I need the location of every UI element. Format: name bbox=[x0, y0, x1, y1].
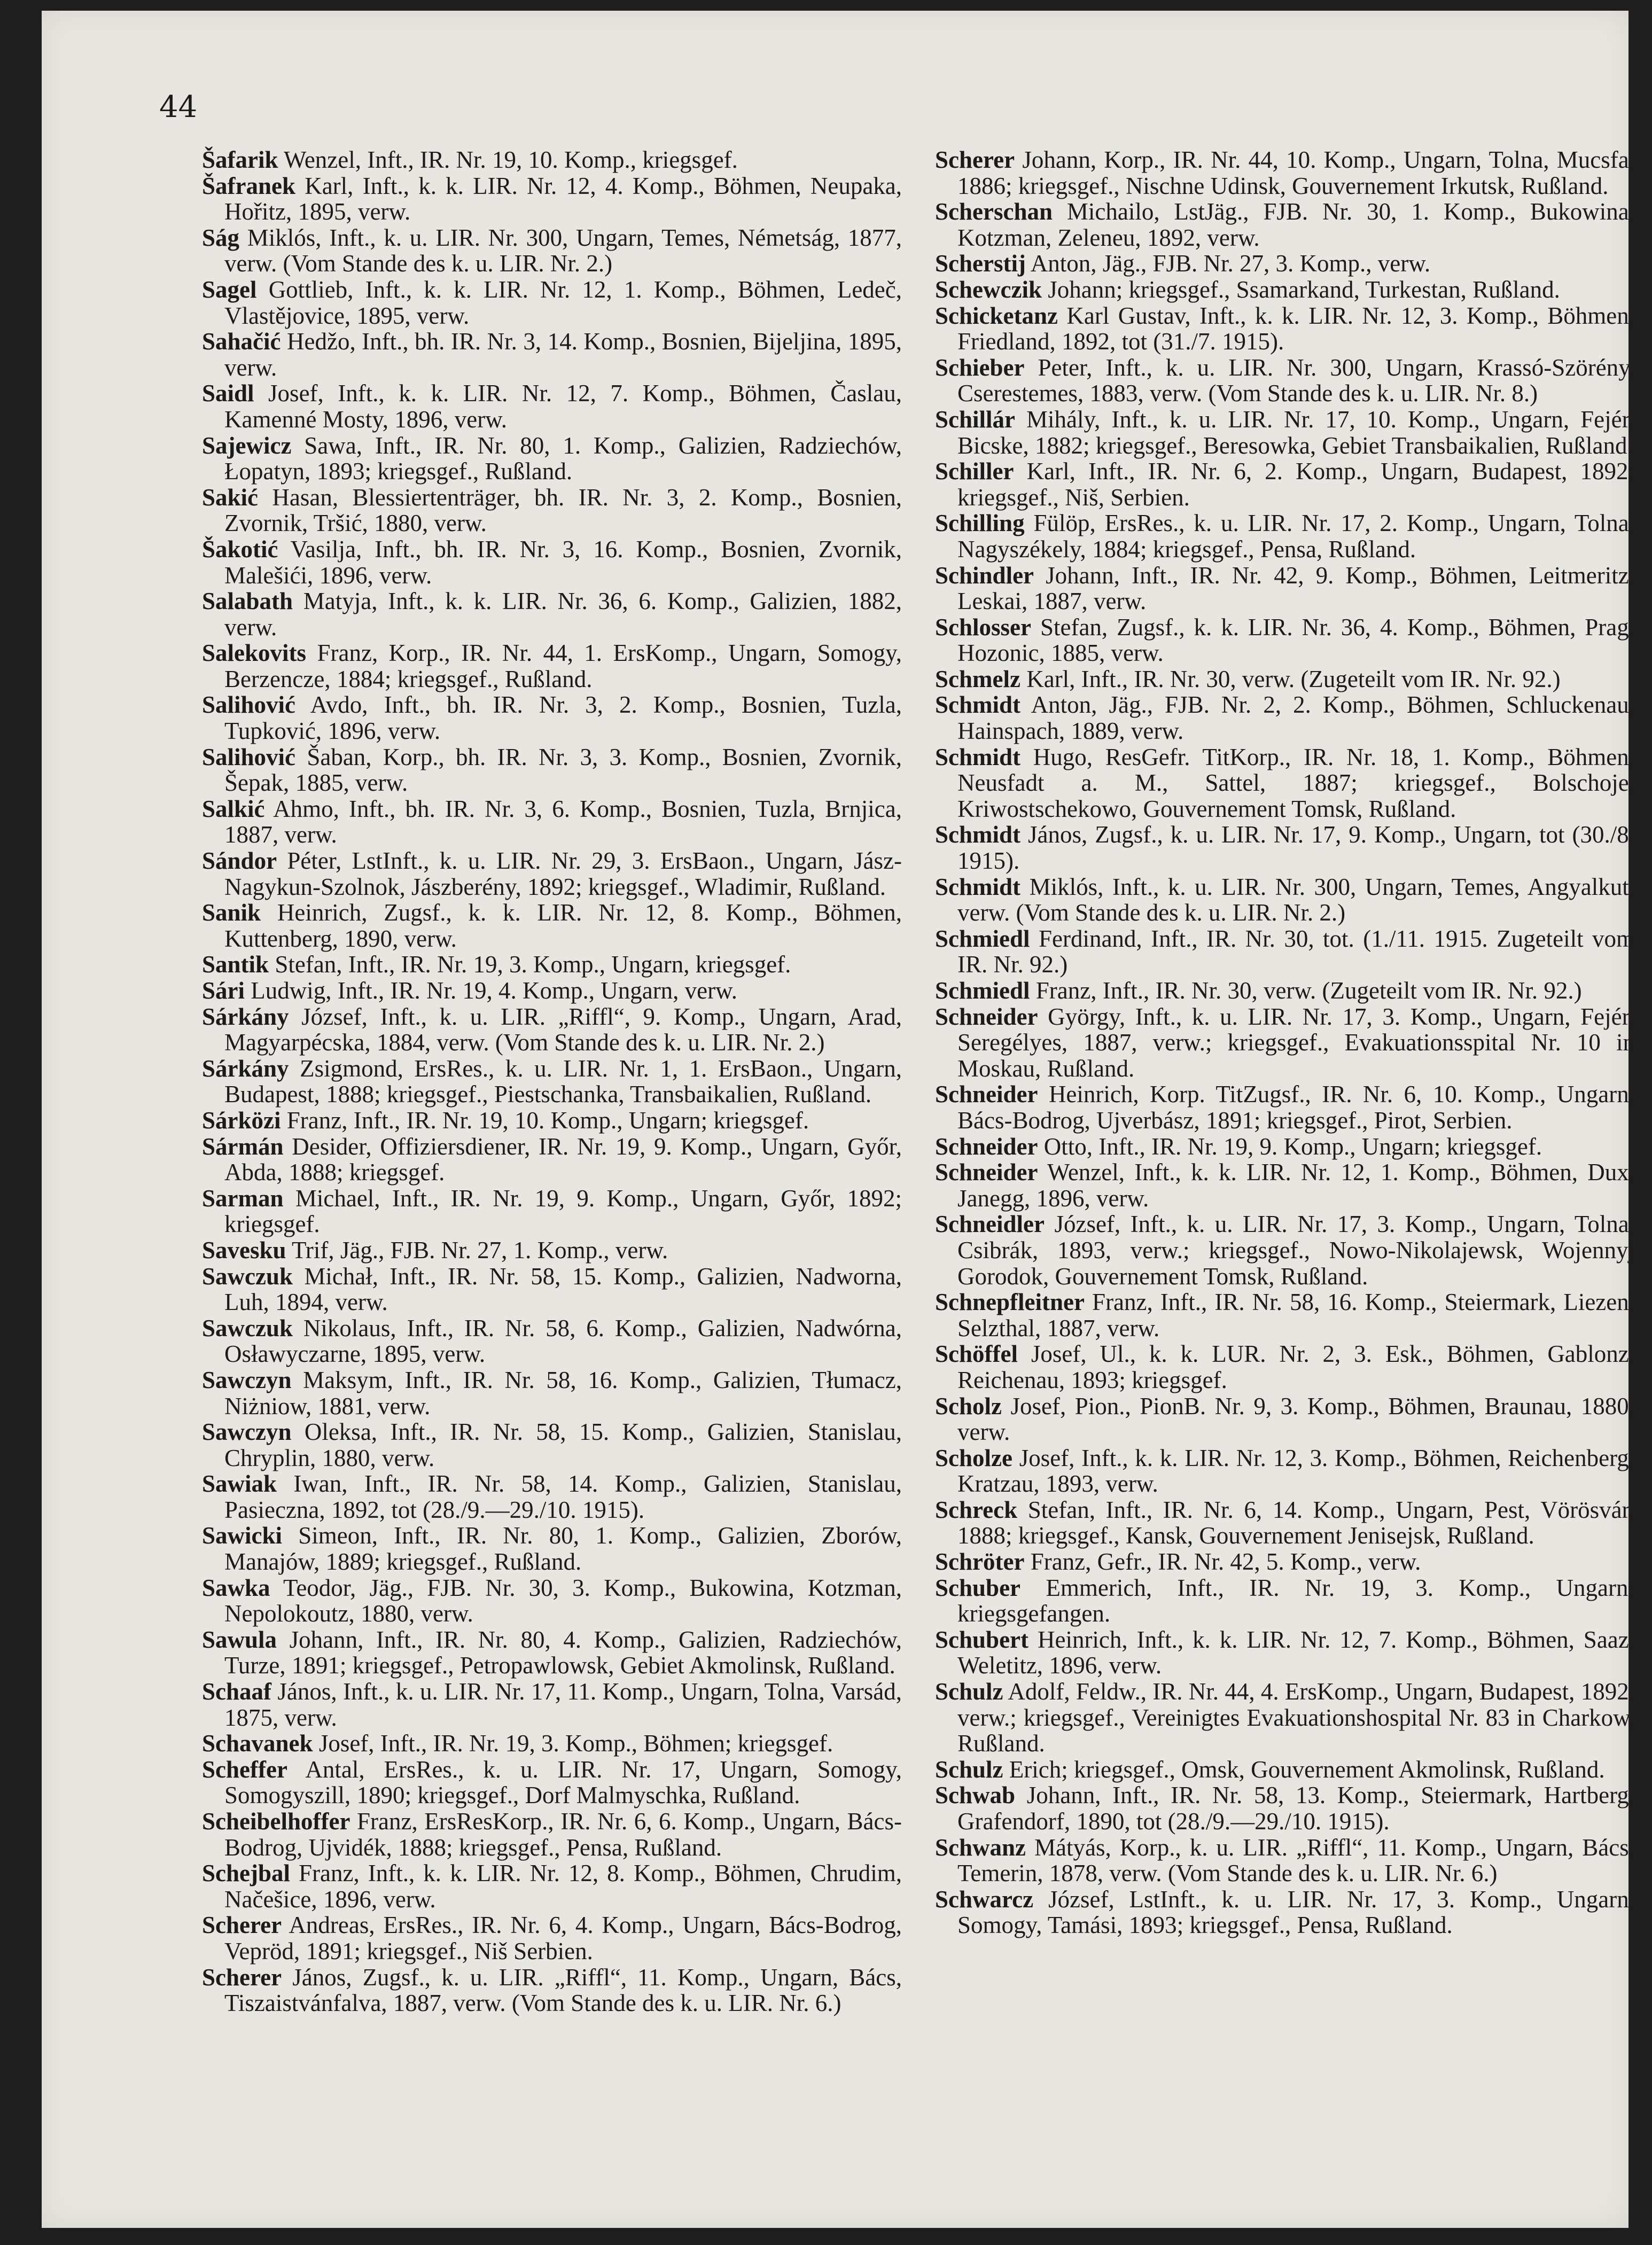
register-entry bbox=[935, 147, 1635, 199]
entry-details: Maksym, Inft., IR. Nr. 58, 16. Komp., Galizien, Tłumacz, Niżniow, 1881, verw. bbox=[224, 1366, 902, 1420]
entry-surname: Sárkány bbox=[202, 1055, 289, 1082]
entry-details: Johann, Inft., IR. Nr. 58, 13. Komp., Steiermark, Hartberg, Grafendorf, 1890, tot (28./9.—29./10. 1915). bbox=[957, 1782, 1635, 1835]
entry-details: Karl, Inft., IR. Nr. 30, verw. (Zugeteilt vom IR. Nr. 92.) bbox=[1026, 665, 1561, 692]
entry-surname: Schiller bbox=[935, 458, 1014, 485]
entry-details: János, Inft., k. u. LIR. Nr. 17, 11. Komp., Ungarn, Tolna, Varsád, 1875, verw. bbox=[224, 1678, 902, 1731]
entry-surname: Schejbal bbox=[202, 1860, 291, 1887]
entry-surname: Scholz bbox=[935, 1392, 1002, 1420]
entry-surname: Schneider bbox=[935, 1159, 1038, 1186]
entry-surname: Santik bbox=[202, 951, 269, 978]
entry-details: József, LstInft., k. u. LIR. Nr. 17, 3. Komp., Ungarn, Somogy, Tamási, 1893; kriegsgef., Pensa, Rußland. bbox=[957, 1885, 1635, 1939]
register-entry bbox=[935, 199, 1635, 251]
register-entry bbox=[935, 822, 1635, 874]
entry-surname: Schlosser bbox=[935, 613, 1031, 641]
entry-surname: Sarman bbox=[202, 1184, 284, 1212]
entry-details: Andreas, ErsRes., IR. Nr. 6, 4. Komp., Ungarn, Bács-Bodrog, Vepröd, 1891; kriegsgef., Niš Serbien. bbox=[224, 1912, 902, 1965]
register-entry bbox=[935, 1627, 1635, 1679]
entry-details: Gottlieb, Inft., k. k. LIR. Nr. 12, 1. Komp., Böhmen, Ledeč, Vlastějovice, 1895, verw. bbox=[224, 276, 902, 329]
register-entry bbox=[935, 1134, 1635, 1160]
entry-details: Miklós, Inft., k. u. LIR. Nr. 300, Ungarn, Temes, Angyalkut, verw. (Vom Stande des k. u. LIR. Nr. 2.) bbox=[957, 873, 1635, 926]
entry-surname: Schmidt bbox=[935, 743, 1021, 770]
entry-details: Heinrich, Korp. TitZugsf., IR. Nr. 6, 10. Komp., Ungarn, Bács-Bodrog, Ujverbász, 1891; kriegsgef., Pirot, Serbien. bbox=[957, 1081, 1635, 1134]
register-entry bbox=[202, 640, 902, 692]
register-entry bbox=[935, 1575, 1635, 1627]
entry-details: György, Inft., k. u. LIR. Nr. 17, 3. Komp., Ungarn, Fejér, Seregélyes, 1887, verw.; kriegsgef., Evakuationsspital Nr. 10 in Moskau, Rußland. bbox=[957, 1003, 1635, 1082]
entry-details: Franz, Gefr., IR. Nr. 42, 5. Komp., verw. bbox=[1030, 1548, 1421, 1576]
register-entry bbox=[935, 666, 1635, 692]
register-entry bbox=[935, 614, 1635, 666]
register-entry bbox=[202, 1809, 902, 1860]
register-entry bbox=[202, 796, 902, 848]
entry-details: Antal, ErsRes., k. u. LIR. Nr. 17, Ungarn, Somogy, Somogyszill, 1890; kriegsgef., Dorf Malmyschka, Rußland. bbox=[224, 1756, 902, 1809]
entry-surname: Scherer bbox=[935, 146, 1015, 173]
entry-surname: Sawczyn bbox=[202, 1418, 292, 1446]
register-entry bbox=[202, 1471, 902, 1523]
entry-surname: Schavanek bbox=[202, 1730, 313, 1757]
entry-surname: Sári bbox=[202, 977, 245, 1004]
entry-details: Matyja, Inft., k. k. LIR. Nr. 36, 6. Komp., Galizien, 1882, verw. bbox=[224, 588, 902, 641]
register-entry bbox=[202, 1912, 902, 1964]
entry-details: Oleksa, Inft., IR. Nr. 58, 15. Komp., Galizien, Stanislau, Chryplin, 1880, verw. bbox=[224, 1418, 902, 1471]
register-entry bbox=[935, 1835, 1635, 1887]
entry-details: János, Zugsf., k. u. LIR. Nr. 17, 9. Komp., Ungarn, tot (30./8. 1915). bbox=[957, 821, 1635, 875]
entry-surname: Sajewicz bbox=[202, 432, 292, 459]
entry-details: Johann; kriegsgef., Ssamarkand, Turkestan, Rußland. bbox=[1048, 276, 1560, 303]
entry-surname: Scherstij bbox=[935, 250, 1026, 277]
entry-surname: Schneider bbox=[935, 1003, 1038, 1030]
register-entry bbox=[935, 1159, 1635, 1211]
entry-surname: Scheffer bbox=[202, 1756, 287, 1783]
entry-details: Franz, Korp., IR. Nr. 44, 1. ErsKomp., Ungarn, Somogy, Berzencze, 1884; kriegsgef., Rußland. bbox=[224, 640, 902, 692]
register-entry bbox=[202, 1108, 902, 1134]
entry-surname: Sawula bbox=[202, 1626, 277, 1653]
entry-surname: Schillár bbox=[935, 406, 1016, 433]
register-entry bbox=[935, 744, 1635, 822]
register-entry bbox=[202, 1315, 902, 1367]
register-entry bbox=[202, 744, 902, 796]
entry-surname: Schöffel bbox=[935, 1340, 1018, 1368]
entry-surname: Schulz bbox=[935, 1756, 1003, 1783]
entry-surname: Schneider bbox=[935, 1081, 1038, 1108]
register-entry bbox=[935, 563, 1635, 614]
register-entry bbox=[202, 1523, 902, 1574]
entry-details: Johann, Inft., IR. Nr. 42, 9. Komp., Böhmen, Leitmeritz, Leskai, 1887, verw. bbox=[957, 562, 1635, 615]
register-entry bbox=[202, 588, 902, 640]
entry-surname: Schuber bbox=[935, 1574, 1021, 1601]
entry-details: Sawa, Inft., IR. Nr. 80, 1. Komp., Galizien, Radziechów, Łopatyn, 1893; kriegsgef., Rußland. bbox=[224, 432, 902, 485]
entry-surname: Sawiak bbox=[202, 1470, 277, 1498]
left-column bbox=[202, 147, 902, 2016]
entry-surname: Sárkány bbox=[202, 1003, 289, 1030]
register-entry bbox=[202, 433, 902, 485]
entry-details: Otto, Inft., IR. Nr. 19, 9. Komp., Ungarn; kriegsgef. bbox=[1043, 1133, 1542, 1160]
register-entry bbox=[935, 1549, 1635, 1575]
entry-details: József, Inft., k. u. LIR. „Riffl“, 9. Komp., Ungarn, Arad, Magyarpécska, 1884, verw. (Vom Stande des k. u. LIR. Nr. 2.) bbox=[224, 1003, 902, 1056]
entry-details: Hugo, ResGefr. TitKorp., IR. Nr. 18, 1. Komp., Böhmen, Neusfadt a. M., Sattel, 1887; kriegsgef., Bolschoje, Kriwostschekowo, Gouvernement Tomsk, Rußland. bbox=[957, 743, 1635, 822]
register-entry bbox=[202, 536, 902, 588]
document-page bbox=[42, 11, 1635, 2228]
entry-surname: Sanik bbox=[202, 899, 261, 926]
entry-surname: Schaaf bbox=[202, 1678, 272, 1705]
entry-details: Josef, Pion., PionB. Nr. 9, 3. Komp., Böhmen, Braunau, 1880, verw. bbox=[957, 1392, 1635, 1446]
entry-surname: Sawka bbox=[202, 1574, 270, 1601]
entry-surname: Schmidt bbox=[935, 821, 1021, 848]
entry-surname: Sawczyn bbox=[202, 1366, 292, 1393]
register-entry bbox=[202, 848, 902, 900]
entry-details: Ahmo, Inft., bh. IR. Nr. 3, 6. Komp., Bosnien, Tuzla, Brnjica, 1887, verw. bbox=[224, 795, 902, 848]
entry-surname: Sawczuk bbox=[202, 1314, 293, 1342]
register-entry bbox=[935, 1341, 1635, 1393]
register-entry bbox=[202, 329, 902, 380]
register-entry bbox=[935, 251, 1635, 277]
entry-surname: Schneider bbox=[935, 1133, 1038, 1160]
entry-details: Michał, Inft., IR. Nr. 58, 15. Komp., Galizien, Nadworna, Luh, 1894, verw. bbox=[224, 1262, 902, 1316]
entry-details: Stefan, Inft., IR. Nr. 19, 3. Komp., Ungarn, kriegsgef. bbox=[275, 951, 791, 978]
register-entry bbox=[935, 458, 1635, 510]
entry-surname: Sándor bbox=[202, 847, 277, 875]
entry-surname: Šafarik bbox=[202, 146, 278, 173]
register-entry bbox=[202, 277, 902, 329]
entry-details: Franz, Inft., IR. Nr. 30, verw. (Zugeteilt vom IR. Nr. 92.) bbox=[1035, 977, 1582, 1004]
register-entry bbox=[935, 1211, 1635, 1289]
entry-details: Peter, Inft., k. u. LIR. Nr. 300, Ungarn, Krassó-Szörény, Cserestemes, 1883, verw. (Vom Stande des k. u. LIR. Nr. 8.) bbox=[957, 354, 1635, 407]
entry-surname: Scheibelhoffer bbox=[202, 1808, 350, 1835]
entry-surname: Sárközi bbox=[202, 1106, 281, 1134]
entry-details: Karl, Inft., IR. Nr. 6, 2. Komp., Ungarn, Budapest, 1892; kriegsgef., Niš, Serbien. bbox=[957, 458, 1635, 511]
register-entry bbox=[202, 1056, 902, 1108]
register-entry bbox=[202, 485, 902, 536]
register-entry bbox=[202, 1757, 902, 1809]
entry-surname: Salabath bbox=[202, 588, 293, 615]
entry-details: Mihály, Inft., k. u. LIR. Nr. 17, 10. Komp., Ungarn, Fejér, Bicske, 1882; kriegsgef., Beresowka, Gebiet Transbaikalien, Rußland. bbox=[957, 406, 1635, 459]
entry-details: Péter, LstInft., k. u. LIR. Nr. 29, 3. ErsBaon., Ungarn, Jász-Nagykun-Szolnok, Jászberény, 1892; kriegsgef., Wladimir, Rußland. bbox=[224, 847, 902, 900]
register-entry bbox=[202, 1575, 902, 1627]
entry-surname: Sagel bbox=[202, 276, 257, 303]
entry-surname: Schwarcz bbox=[935, 1885, 1034, 1913]
entry-surname: Sawicki bbox=[202, 1522, 283, 1549]
entry-details: Johann, Korp., IR. Nr. 44, 10. Komp., Ungarn, Tolna, Mucsfa, 1886; kriegsgef., Nischne Udinsk, Gouvernement Irkutsk, Rußland. bbox=[957, 146, 1635, 199]
entry-surname: Scholze bbox=[935, 1444, 1012, 1471]
entry-details: Ludwig, Inft., IR. Nr. 19, 4. Komp., Ungarn, verw. bbox=[251, 977, 737, 1004]
entry-surname: Scherer bbox=[202, 1912, 282, 1939]
register-entry bbox=[935, 407, 1635, 458]
entry-details: Karl, Inft., k. k. LIR. Nr. 12, 4. Komp., Böhmen, Neupaka, Hořitz, 1895, verw. bbox=[224, 172, 902, 225]
entry-details: Anton, Jäg., FJB. Nr. 2, 2. Komp., Böhmen, Schluckenau, Hainspach, 1889, verw. bbox=[957, 691, 1635, 745]
entry-surname: Schmidt bbox=[935, 873, 1021, 900]
register-entry bbox=[202, 380, 902, 432]
entry-details: Hedžo, Inft., bh. IR. Nr. 3, 14. Komp., Bosnien, Bijeljina, 1895, verw. bbox=[224, 328, 902, 381]
entry-details: Michailo, LstJäg., FJB. Nr. 30, 1. Komp., Bukowina, Kotzman, Zeleneu, 1892, verw. bbox=[957, 198, 1635, 251]
register-entry bbox=[935, 1445, 1635, 1497]
entry-details: Šaban, Korp., bh. IR. Nr. 3, 3. Komp., Bosnien, Zvornik, Šepak, 1885, verw. bbox=[224, 743, 902, 797]
entry-details: Heinrich, Inft., k. k. LIR. Nr. 12, 7. Komp., Böhmen, Saaz, Weletitz, 1896, verw. bbox=[957, 1626, 1635, 1679]
register-entry bbox=[935, 355, 1635, 407]
register-entry bbox=[202, 1237, 902, 1264]
register-entry bbox=[935, 978, 1635, 1004]
register-entry bbox=[935, 1289, 1635, 1341]
register-entry bbox=[202, 900, 902, 952]
register-entry bbox=[935, 1004, 1635, 1082]
entry-details: Adolf, Feldw., IR. Nr. 44, 4. ErsKomp., Ungarn, Budapest, 1892, verw.; kriegsgef., Vereinigtes Evakuationshospital Nr. 83 in Charkow, Rußland. bbox=[957, 1678, 1635, 1757]
entry-details: Josef, Inft., k. k. LIR. Nr. 12, 7. Komp., Böhmen, Časlau, Kamenné Mosty, 1896, verw. bbox=[224, 380, 902, 433]
register-entry bbox=[202, 1367, 902, 1419]
entry-surname: Schicketanz bbox=[935, 302, 1058, 329]
register-entry bbox=[935, 1887, 1635, 1938]
entry-surname: Schmiedl bbox=[935, 925, 1030, 952]
entry-details: Miklós, Inft., k. u. LIR. Nr. 300, Ungarn, Temes, Németság, 1877, verw. (Vom Stande des k. u. LIR. Nr. 2.) bbox=[224, 224, 902, 277]
entry-surname: Schwab bbox=[935, 1782, 1016, 1809]
register-entry bbox=[202, 173, 902, 225]
entry-details: Vasilja, Inft., bh. IR. Nr. 3, 16. Komp., Bosnien, Zvornik, Malešići, 1896, verw. bbox=[224, 535, 902, 589]
entry-details: Karl Gustav, Inft., k. k. LIR. Nr. 12, 3. Komp., Böhmen, Friedland, 1892, tot (31./7. 1915). bbox=[957, 302, 1635, 355]
entry-surname: Ság bbox=[202, 224, 240, 251]
register-entry bbox=[935, 1081, 1635, 1133]
register-entry bbox=[202, 692, 902, 744]
entry-surname: Savesku bbox=[202, 1236, 286, 1264]
entry-surname: Schmiedl bbox=[935, 977, 1030, 1004]
entry-details: Ferdinand, Inft., IR. Nr. 30, tot. (1./11. 1915. Zugeteilt vom IR. Nr. 92.) bbox=[957, 925, 1635, 978]
entry-surname: Schilling bbox=[935, 510, 1025, 537]
entry-surname: Schieber bbox=[935, 354, 1025, 381]
entry-details: Nikolaus, Inft., IR. Nr. 58, 6. Komp., Galizien, Nadwórna, Osławyczarne, 1895, verw. bbox=[224, 1314, 902, 1368]
register-entry bbox=[202, 1860, 902, 1912]
register-entry bbox=[202, 147, 902, 173]
register-entry bbox=[935, 1757, 1635, 1783]
entry-surname: Schnepfleitner bbox=[935, 1289, 1085, 1316]
entry-details: Fülöp, ErsRes., k. u. LIR. Nr. 17, 2. Komp., Ungarn, Tolna, Nagyszékely, 1884; kriegsgef., Pensa, Rußland. bbox=[957, 510, 1635, 563]
entry-surname: Sahačić bbox=[202, 328, 281, 355]
entry-surname: Schneidler bbox=[935, 1211, 1045, 1238]
register-entry bbox=[202, 225, 902, 277]
entry-surname: Schulz bbox=[935, 1678, 1003, 1705]
page-number: 44 bbox=[159, 90, 198, 124]
register-entry bbox=[202, 1004, 902, 1056]
entry-details: Simeon, Inft., IR. Nr. 80, 1. Komp., Galizien, Zborów, Manajów, 1889; kriegsgef., Rußland. bbox=[224, 1522, 902, 1576]
register-entry bbox=[202, 1627, 902, 1679]
entry-details: Trif, Jäg., FJB. Nr. 27, 1. Komp., verw. bbox=[292, 1236, 668, 1264]
entry-details: Avdo, Inft., bh. IR. Nr. 3, 2. Komp., Bosnien, Tuzla, Tupković, 1896, verw. bbox=[224, 691, 902, 745]
register-entry bbox=[935, 692, 1635, 744]
entry-surname: Šafranek bbox=[202, 172, 296, 199]
entry-details: Desider, Offiziersdiener, IR. Nr. 19, 9. Komp., Ungarn, Győr, Abda, 1888; kriegsgef. bbox=[224, 1133, 902, 1186]
entry-surname: Salkić bbox=[202, 795, 265, 822]
entry-details: Erich; kriegsgef., Omsk, Gouvernement Akmolinsk, Rußland. bbox=[1009, 1756, 1605, 1783]
entry-surname: Sármán bbox=[202, 1133, 284, 1160]
entry-details: Josef, Ul., k. k. LUR. Nr. 2, 3. Esk., Böhmen, Gablonz, Reichenau, 1893; kriegsgef. bbox=[957, 1340, 1635, 1393]
register-entry bbox=[202, 1419, 902, 1471]
entry-details: Anton, Jäg., FJB. Nr. 27, 3. Komp., verw. bbox=[1030, 250, 1431, 277]
entry-details: Mátyás, Korp., k. u. LIR. „Riffl“, 11. Komp., Ungarn, Bács, Temerin, 1878, verw. (Vom Stande des k. u. LIR. Nr. 6.) bbox=[957, 1834, 1635, 1887]
entry-details: Franz, Inft., k. k. LIR. Nr. 12, 8. Komp., Böhmen, Chrudim, Načešice, 1896, verw. bbox=[224, 1860, 902, 1913]
entry-details: Iwan, Inft., IR. Nr. 58, 14. Komp., Galizien, Stanislau, Pasieczna, 1892, tot (28./9.—29./10. 1915). bbox=[224, 1470, 902, 1523]
register-entry bbox=[935, 1782, 1635, 1834]
entry-surname: Schmidt bbox=[935, 691, 1021, 719]
entry-details: Josef, Inft., IR. Nr. 19, 3. Komp., Böhmen; kriegsgef. bbox=[318, 1730, 833, 1757]
register-entry bbox=[935, 926, 1635, 978]
register-entry bbox=[202, 978, 902, 1004]
register-entry bbox=[935, 303, 1635, 355]
entry-surname: Saidl bbox=[202, 380, 254, 407]
entry-surname: Sakić bbox=[202, 484, 259, 511]
entry-surname: Schindler bbox=[935, 562, 1034, 589]
entry-surname: Salihović bbox=[202, 743, 296, 770]
entry-surname: Scherer bbox=[202, 1963, 282, 1991]
register-entry bbox=[202, 1264, 902, 1315]
entry-details: Michael, Inft., IR. Nr. 19, 9. Komp., Ungarn, Győr, 1892; kriegsgef. bbox=[224, 1184, 902, 1238]
entry-surname: Schröter bbox=[935, 1548, 1025, 1576]
register-entry bbox=[202, 1679, 902, 1730]
register-entry bbox=[935, 510, 1635, 562]
entry-surname: Schwanz bbox=[935, 1834, 1026, 1861]
register-entry bbox=[935, 1497, 1635, 1549]
right-column bbox=[935, 147, 1635, 1938]
register-entry bbox=[202, 1730, 902, 1757]
entry-details: Franz, ErsResKorp., IR. Nr. 6, 6. Komp., Ungarn, Bács-Bodrog, Ujvidék, 1888; kriegsgef., Pensa, Rußland. bbox=[224, 1808, 902, 1861]
entry-details: Heinrich, Zugsf., k. k. LIR. Nr. 12, 8. Komp., Böhmen, Kuttenberg, 1890, verw. bbox=[224, 899, 902, 952]
entry-details: Franz, Inft., IR. Nr. 19, 10. Komp., Ungarn; kriegsgef. bbox=[286, 1106, 809, 1134]
register-entry bbox=[935, 1393, 1635, 1445]
entry-surname: Salekovits bbox=[202, 640, 307, 667]
register-entry bbox=[935, 277, 1635, 303]
entry-details: Wenzel, Inft., k. k. LIR. Nr. 12, 1. Komp., Böhmen, Dux, Janegg, 1896, verw. bbox=[957, 1159, 1635, 1212]
register-entry bbox=[935, 874, 1635, 926]
entry-surname: Schmelz bbox=[935, 665, 1020, 692]
entry-surname: Schewczik bbox=[935, 276, 1042, 303]
register-entry bbox=[935, 1679, 1635, 1757]
entry-details: Hasan, Blessiertenträger, bh. IR. Nr. 3, 2. Komp., Bosnien, Zvornik, Tršić, 1880, verw. bbox=[224, 484, 902, 537]
entry-details: Emmerich, Inft., IR. Nr. 19, 3. Komp., Ungarn; kriegsgefangen. bbox=[957, 1574, 1635, 1627]
entry-details: Stefan, Inft., IR. Nr. 6, 14. Komp., Ungarn, Pest, Vörösvár, 1888; kriegsgef., Kansk, Gouvernement Jenisejsk, Rußland. bbox=[957, 1496, 1635, 1549]
register-entry bbox=[202, 1134, 902, 1186]
entry-details: Stefan, Zugsf., k. k. LIR. Nr. 36, 4. Komp., Böhmen, Prag, Hozonic, 1885, verw. bbox=[957, 613, 1635, 667]
entry-details: Josef, Inft., k. k. LIR. Nr. 12, 3. Komp., Böhmen, Reichenberg, Kratzau, 1893, verw. bbox=[957, 1444, 1635, 1498]
entry-details: Zsigmond, ErsRes., k. u. LIR. Nr. 1, 1. ErsBaon., Ungarn, Budapest, 1888; kriegsgef., Piestschanka, Transbaikalien, Rußland. bbox=[224, 1055, 902, 1108]
entry-surname: Scherschan bbox=[935, 198, 1053, 225]
entry-surname: Šakotić bbox=[202, 535, 278, 563]
register-entry bbox=[202, 1186, 902, 1237]
entry-surname: Sawczuk bbox=[202, 1262, 293, 1290]
entry-surname: Schubert bbox=[935, 1626, 1029, 1653]
entry-details: Teodor, Jäg., FJB. Nr. 30, 3. Komp., Bukowina, Kotzman, Nepolokoutz, 1880, verw. bbox=[224, 1574, 902, 1627]
entry-surname: Salihović bbox=[202, 691, 296, 719]
entry-surname: Schreck bbox=[935, 1496, 1018, 1523]
entry-details: Wenzel, Inft., IR. Nr. 19, 10. Komp., kriegsgef. bbox=[283, 146, 738, 173]
entry-details: Franz, Inft., IR. Nr. 58, 16. Komp., Steiermark, Liezen, Selzthal, 1887, verw. bbox=[957, 1289, 1635, 1342]
register-entry bbox=[202, 1965, 902, 2016]
entry-details: Johann, Inft., IR. Nr. 80, 4. Komp., Galizien, Radziechów, Turze, 1891; kriegsgef., Petropawlowsk, Gebiet Akmolinsk, Rußland. bbox=[224, 1626, 902, 1679]
register-entry bbox=[202, 952, 902, 978]
entry-details: József, Inft., k. u. LIR. Nr. 17, 3. Komp., Ungarn, Tolna, Csibrák, 1893, verw.; kriegsgef., Nowo-Nikolajewsk, Wojennyj Gorodok, Gouvernement Tomsk, Rußland. bbox=[957, 1211, 1635, 1290]
entry-details: János, Zugsf., k. u. LIR. „Riffl“, 11. Komp., Ungarn, Bács, Tiszaistvánfalva, 1887, verw. (Vom Stande des k. u. LIR. Nr. 6.) bbox=[224, 1963, 902, 2017]
